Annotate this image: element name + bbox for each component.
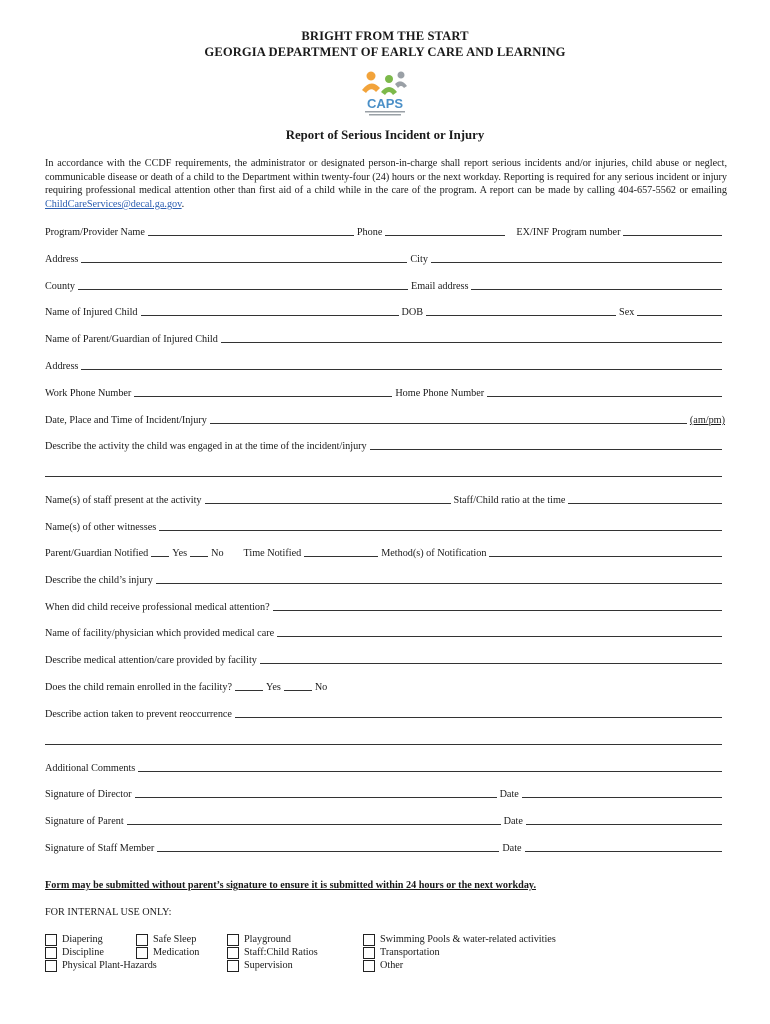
label-facility-physician: Name of facility/physician which provided medical care [45, 628, 275, 639]
intro-paragraph [45, 157, 727, 211]
label-additional-comments: Additional Comments [45, 763, 136, 774]
date-director-field[interactable] [522, 797, 722, 798]
label-city: City [410, 254, 428, 265]
row-enrolled [45, 679, 725, 693]
submission-note: Form may be submitted without parent’s signature to ensure it is submitted within 24 hours or the next workday. [45, 880, 537, 891]
sig-staff-field[interactable] [157, 851, 499, 852]
witnesses-field[interactable] [159, 530, 722, 531]
checkbox-label: Safe Sleep [153, 934, 197, 945]
row-prevent [45, 706, 725, 720]
label-sig-parent: Signature of Parent [45, 816, 124, 827]
injury-field[interactable] [156, 583, 722, 584]
label-address: Address [45, 254, 79, 265]
label-describe-injury: Describe the child’s injury [45, 575, 153, 586]
label-work-phone: Work Phone Number [45, 388, 132, 399]
checkbox-label: Playground [244, 934, 291, 945]
injured-child-field[interactable] [141, 315, 399, 316]
email-link[interactable]: ChildCareServices@decal.ga.gov [45, 198, 182, 210]
row-child [45, 304, 725, 318]
checkbox-label: Transportation [380, 947, 440, 959]
methods-field[interactable] [489, 556, 722, 557]
row-county [45, 278, 725, 292]
row-program [45, 224, 725, 238]
row-phones [45, 385, 725, 399]
label-sex: Sex [619, 307, 635, 318]
activity-field[interactable] [370, 449, 722, 450]
home-phone-field[interactable] [487, 396, 722, 397]
label-time-notified: Time Notified [243, 548, 302, 559]
label-address-2: Address [45, 361, 79, 372]
enrolled-yes-field[interactable] [235, 690, 263, 691]
row-parent [45, 331, 725, 345]
checkbox-label: Discipline [62, 947, 104, 959]
checkbox-physical-plant[interactable] [45, 959, 157, 972]
label-phone: Phone [356, 227, 383, 238]
checkbox-label: Physical Plant-Hazards [62, 960, 157, 972]
label-staff-present: Name(s) of staff present at the activity [45, 495, 202, 506]
checkbox-staff-child-ratios[interactable] [227, 946, 318, 959]
sig-parent-field[interactable] [127, 824, 501, 825]
label-no-2: No [314, 682, 328, 693]
checkbox-box[interactable] [45, 947, 57, 959]
form-title: Report of Serious Incident or Injury [285, 128, 485, 142]
label-yes: Yes [172, 548, 188, 559]
checkbox-box[interactable] [136, 934, 148, 946]
checkbox-label: Swimming Pools & water-related activities [380, 934, 556, 945]
label-name-parent: Name of Parent/Guardian of Injured Child [45, 334, 218, 345]
row-sig-staff [45, 840, 725, 854]
row-staff [45, 492, 725, 506]
row-date-place [45, 412, 725, 426]
checkbox-supervision[interactable] [227, 959, 318, 972]
checkbox-other[interactable] [363, 959, 556, 972]
checkbox-box[interactable] [227, 934, 239, 946]
notified-yes-field[interactable] [151, 556, 169, 557]
label-sig-director: Signature of Director [45, 789, 132, 800]
label-sig-staff: Signature of Staff Member [45, 843, 155, 854]
label-medical-when: When did child receive professional medical attention? [45, 602, 270, 613]
checkbox-transportation[interactable] [363, 946, 556, 959]
row-address [45, 251, 725, 265]
label-name-injured-child: Name of Injured Child [45, 307, 138, 318]
row-prevent-cont [45, 733, 725, 747]
describe-medical-field[interactable] [260, 663, 722, 664]
address-2-field[interactable] [81, 369, 722, 370]
label-date-place-time: Date, Place and Time of Incident/Injury [45, 415, 207, 426]
label-date-staff: Date [502, 843, 522, 854]
staff-present-field[interactable] [205, 503, 451, 504]
label-email: Email address [411, 281, 469, 292]
label-remain-enrolled: Does the child remain enrolled in the facility? [45, 682, 232, 693]
sig-director-field[interactable] [135, 797, 497, 798]
checkbox-box[interactable] [45, 960, 57, 972]
parent-field[interactable] [221, 342, 722, 343]
label-county: County [45, 281, 76, 292]
row-activity [45, 438, 725, 452]
date-staff-field[interactable] [525, 851, 722, 852]
notified-no-field[interactable] [190, 556, 208, 557]
label-methods: Method(s) of Notification [381, 548, 487, 559]
sex-field[interactable] [637, 315, 722, 316]
medical-when-field[interactable] [273, 610, 722, 611]
staff-ratio-field[interactable] [568, 503, 722, 504]
label-date-parent: Date [503, 816, 523, 827]
checkbox-box[interactable] [45, 934, 57, 946]
checkbox-playground[interactable] [227, 933, 318, 946]
exinf-field[interactable] [623, 235, 722, 236]
enrolled-no-field[interactable] [284, 690, 312, 691]
checkbox-box[interactable] [136, 947, 148, 959]
checkbox-medication[interactable] [136, 946, 199, 959]
date-place-time-field[interactable] [210, 423, 687, 424]
checkbox-box[interactable] [363, 934, 375, 946]
work-phone-field[interactable] [134, 396, 392, 397]
row-comments [45, 760, 725, 774]
program-provider-name-field[interactable] [148, 235, 354, 236]
checkbox-label: Staff:Child Ratios [244, 947, 318, 959]
prevent-field[interactable] [235, 717, 722, 718]
label-home-phone: Home Phone Number [395, 388, 485, 399]
facility-field[interactable] [277, 636, 722, 637]
label-describe-activity: Describe the activity the child was engaged in at the time of the incident/injury [45, 441, 367, 452]
header-line-2: GEORGIA DEPARTMENT OF EARLY CARE AND LEARNING [204, 45, 566, 59]
label-dob: DOB [401, 307, 424, 318]
county-field[interactable] [78, 289, 408, 290]
comments-field[interactable] [138, 771, 722, 772]
internal-use-label: FOR INTERNAL USE ONLY: [45, 907, 172, 918]
checkbox-safe-sleep[interactable] [136, 933, 199, 946]
label-other-witnesses: Name(s) of other witnesses [45, 522, 157, 533]
row-witnesses [45, 519, 725, 533]
time-notified-field[interactable] [304, 556, 378, 557]
row-sig-parent [45, 813, 725, 827]
city-field[interactable] [431, 262, 722, 263]
date-parent-field[interactable] [526, 824, 722, 825]
row-describe-medical [45, 652, 725, 666]
label-no: No [211, 548, 224, 559]
checkbox-label: Medication [153, 947, 200, 959]
row-notified [45, 545, 725, 559]
row-medical-when [45, 599, 725, 613]
address-field[interactable] [81, 262, 407, 263]
label-date-director: Date [499, 789, 519, 800]
checkbox-label: Supervision [244, 960, 293, 972]
label-parent-notified: Parent/Guardian Notified [45, 548, 149, 559]
label-exinf: EX/INF Program number [516, 227, 621, 238]
caps-logo [356, 70, 414, 118]
svg-text:CAPS: CAPS [366, 96, 404, 111]
row-address-2 [45, 358, 725, 372]
checkbox-col-2 [136, 933, 199, 959]
checkbox-box[interactable] [363, 960, 375, 972]
row-injury [45, 572, 725, 586]
activity-field-cont[interactable] [45, 476, 722, 477]
phone-field[interactable] [385, 235, 505, 236]
row-activity-cont [45, 465, 725, 479]
checkbox-box[interactable] [227, 960, 239, 972]
intro-text: In accordance with the CCDF requirements, the administrator or designated person-in-charge shall report serious incidents and/or injuries, child abuse or neglect, communicable disease or death of a child to the Department within twenty-four (24) hours or the next workday. Reporting is required for any serious incident or injury requiring professional medical attention other than first aid of a child while in the care of the program. A report can be made by calling 404-657-5562 or emailing [45, 158, 727, 197]
label-ampm: (am/pm) [689, 415, 725, 426]
label-describe-medical: Describe medical attention/care provided by facility [45, 655, 257, 666]
header-line-1: BRIGHT FROM THE START [301, 29, 469, 43]
checkbox-col-3 [227, 933, 318, 973]
checkbox-col-4 [363, 933, 556, 973]
prevent-field-cont[interactable] [45, 744, 722, 745]
label-yes-2: Yes [266, 682, 281, 693]
checkbox-box[interactable] [227, 947, 239, 959]
checkbox-box[interactable] [363, 947, 375, 959]
intro-end: . [181, 198, 185, 210]
checkbox-label: Other [380, 960, 404, 972]
label-staff-ratio: Staff/Child ratio at the time [453, 495, 566, 506]
label-program-provider-name: Program/Provider Name [45, 227, 145, 238]
dob-field[interactable] [426, 315, 616, 316]
label-prevent: Describe action taken to prevent reoccurrence [45, 709, 232, 720]
email-field[interactable] [471, 289, 722, 290]
checkbox-swimming-pools[interactable] [363, 933, 556, 946]
row-sig-director [45, 786, 725, 800]
checkbox-label: Diapering [62, 934, 103, 945]
row-facility [45, 625, 725, 639]
